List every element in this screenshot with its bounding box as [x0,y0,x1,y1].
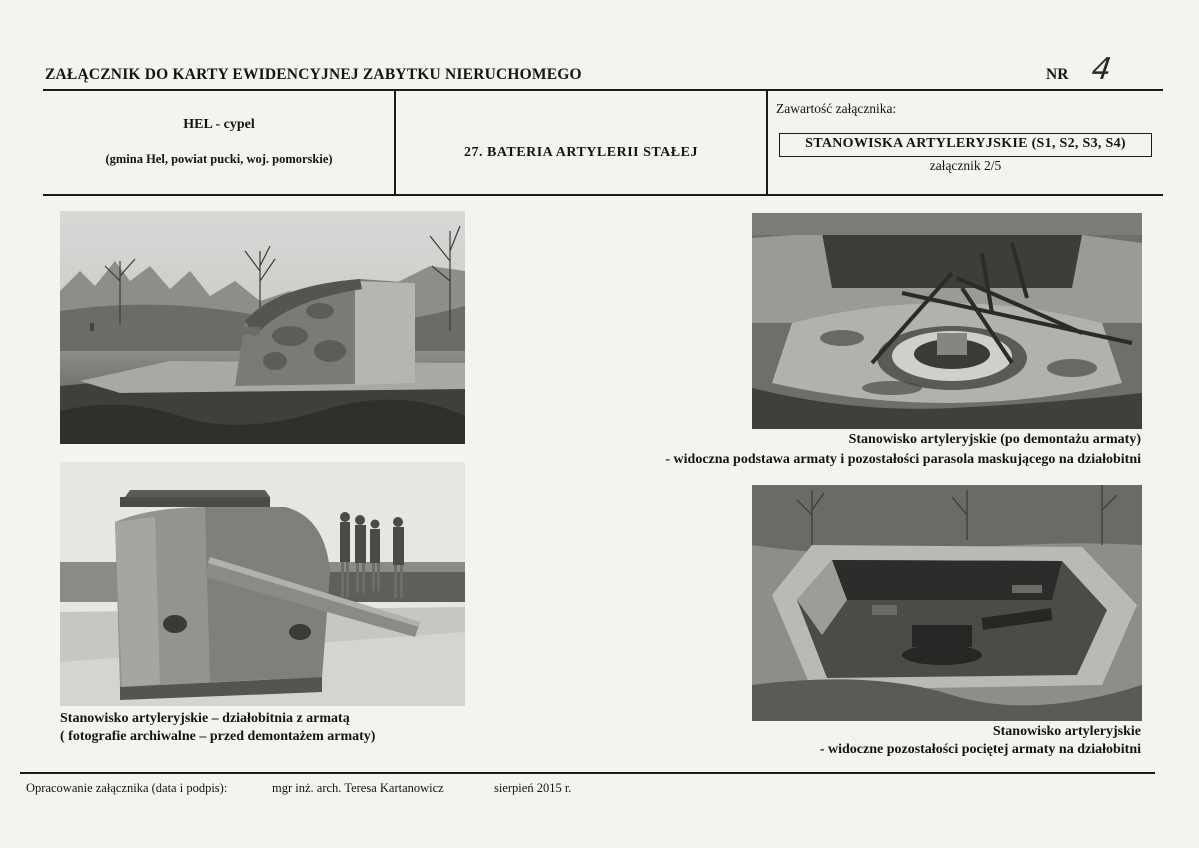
caption-left-line1: Stanowisko artyleryjskie – działobitnia z armatą [60,711,350,726]
footer-author: mgr inż. arch. Teresa Kartanowicz [272,781,444,795]
header-divider-1 [394,90,396,194]
contents-label: Zawartość załącznika: [776,101,897,116]
footer-prepared-label: Opracowanie załącznika (data i podpis): [26,781,228,795]
document-title: ZAŁĄCZNIK DO KARTY EWIDENCYJNEJ ZABYTKU NIERUCHOMEGO [45,66,582,83]
location-admin: (gmina Hel, powiat pucki, woj. pomorskie) [105,152,333,166]
number-value: 4 [1089,52,1114,87]
photo-gun-emplacement-archival-1 [60,211,465,444]
caption-bottom-right-line2: - widoczne pozostałości pociętej armaty na działobitni [819,742,1141,757]
contents-value: STANOWISKA ARTYLERYJSKIE (S1, S2, S3, S4) [805,136,1126,151]
photo-emplacement-cut-gun-remains [752,485,1142,721]
header-bottom-rule [43,194,1163,196]
location-name: HEL - cypel [183,117,255,132]
caption-top-right-line1: Stanowisko artyleryjskie (po demontażu armaty) [848,432,1141,447]
object-name: 27. BATERIA ARTYLERII STAŁEJ [464,145,698,160]
photo-emplacement-after-dismantling [752,213,1142,429]
attachment-number: załącznik 2/5 [929,158,1002,173]
header-top-rule [43,89,1163,91]
photo-gun-emplacement-archival-2 [60,462,465,706]
footer-rule [20,772,1155,774]
caption-top-right-line2: - widoczna podstawa armaty i pozostałości parasola maskującego na działobitni [665,452,1141,467]
caption-left-line2: ( fotografie archiwalne – przed demontażem armaty) [60,729,376,744]
footer-date: sierpień 2015 r. [494,781,572,795]
header-divider-2 [766,90,768,194]
number-label: NR [1046,66,1069,83]
caption-bottom-right-line1: Stanowisko artyleryjskie [992,724,1141,739]
